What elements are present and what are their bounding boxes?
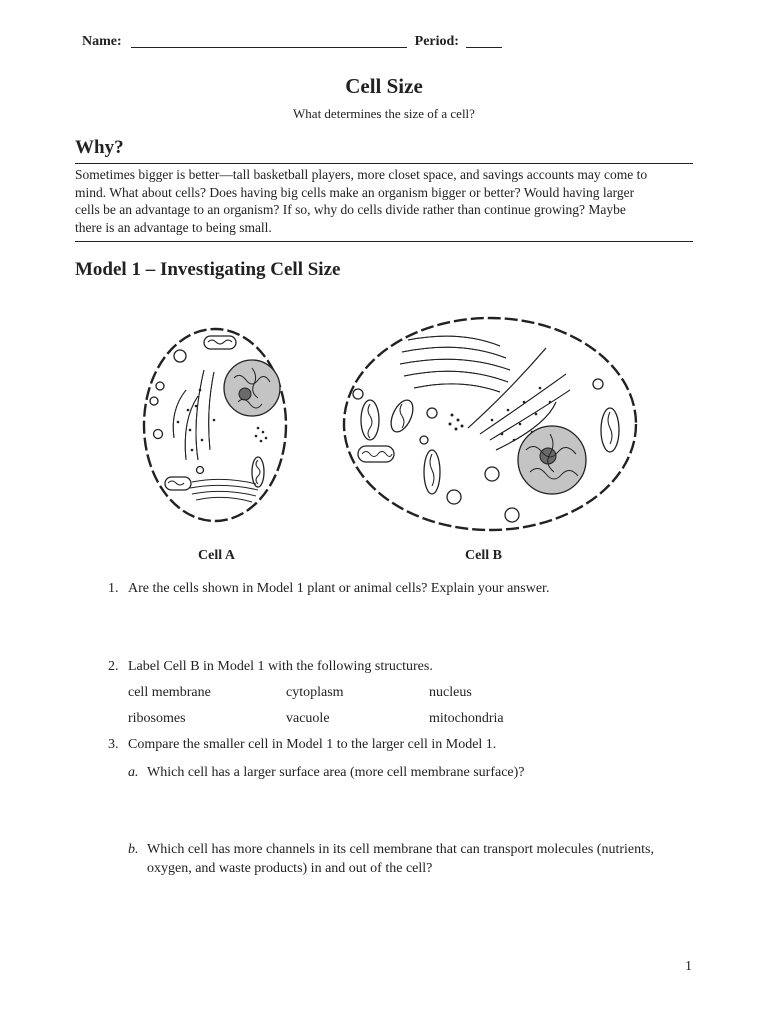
cell-a-caption: Cell A (198, 548, 235, 563)
structure-option: ribosomes (128, 711, 186, 726)
cell-diagram (130, 310, 650, 540)
page-title: Cell Size (345, 74, 423, 98)
subquestion-text: Which cell has more channels in its cell membrane that can transport molecules (nutrients, (147, 842, 654, 857)
subquestion-text: Which cell has a larger surface area (more cell membrane surface)? (147, 765, 525, 780)
why-bottom-rule (75, 241, 693, 242)
structure-option: cytoplasm (286, 685, 344, 700)
name-field[interactable] (131, 33, 407, 48)
cell-b-mitochondrion (358, 446, 394, 462)
structure-option: vacuole (286, 711, 330, 726)
question-text: Compare the smaller cell in Model 1 to the larger cell in Model 1. (128, 737, 497, 752)
question-number: 1. (108, 581, 119, 596)
cell-b-mitochondrion (361, 400, 379, 440)
period-label: Period: (414, 34, 459, 49)
cell-b-membrane (344, 318, 636, 530)
subquestion-letter: a. (128, 765, 139, 780)
page-number: 1 (685, 959, 692, 974)
why-line: cells be an advantage to an organism? If so, why do cells divide rather than continue growing? Maybe (75, 202, 626, 217)
cell-a-nucleolus (239, 388, 251, 400)
question-text: Label Cell B in Model 1 with the following structures. (128, 659, 433, 674)
subquestion-letter: b. (128, 842, 139, 857)
question-2 (108, 659, 708, 679)
question-number: 2. (108, 659, 119, 674)
why-line: Sometimes bigger is better—tall basketball players, more closet space, and savings accounts may come to (75, 167, 648, 182)
question-3b (128, 840, 688, 880)
cell-a-vacuole (174, 350, 186, 362)
why-heading: Why? (75, 137, 124, 158)
question-number: 3. (108, 737, 119, 752)
cell-a-membrane (144, 329, 286, 521)
why-top-rule (75, 163, 693, 164)
cell-b-vacuole (427, 408, 437, 418)
why-line: there is an advantage to being small. (75, 219, 272, 235)
question-3a (128, 763, 688, 783)
cell-a-mitochondrion (204, 336, 236, 349)
structure-option: mitochondria (429, 711, 504, 726)
why-line: mind. What about cells? Does having big cells make an organism bigger or better? Would having larger (75, 184, 635, 200)
question-text: Are the cells shown in Model 1 plant or animal cells? Explain your answer. (128, 581, 550, 596)
question-3 (108, 737, 708, 757)
structure-option: nucleus (429, 685, 472, 700)
question-1 (108, 581, 708, 601)
why-paragraph (75, 166, 687, 236)
cell-a-illustration (144, 329, 286, 521)
student-header (82, 33, 502, 50)
page-subtitle: What determines the size of a cell? (293, 106, 475, 121)
cell-a-mitochondrion (252, 457, 264, 487)
subquestion-text: oxygen, and waste products) in and out of the cell? (147, 861, 433, 876)
cell-a-mitochondrion (165, 477, 191, 490)
period-field[interactable] (466, 33, 502, 48)
cell-b-mitochondrion (424, 450, 440, 494)
structure-option: cell membrane (128, 685, 211, 700)
cell-b-caption: Cell B (465, 548, 502, 563)
name-label: Name: (82, 34, 122, 49)
model-heading: Model 1 – Investigating Cell Size (75, 259, 341, 280)
cell-b-illustration (344, 318, 636, 530)
cell-b-mitochondrion (601, 408, 619, 452)
